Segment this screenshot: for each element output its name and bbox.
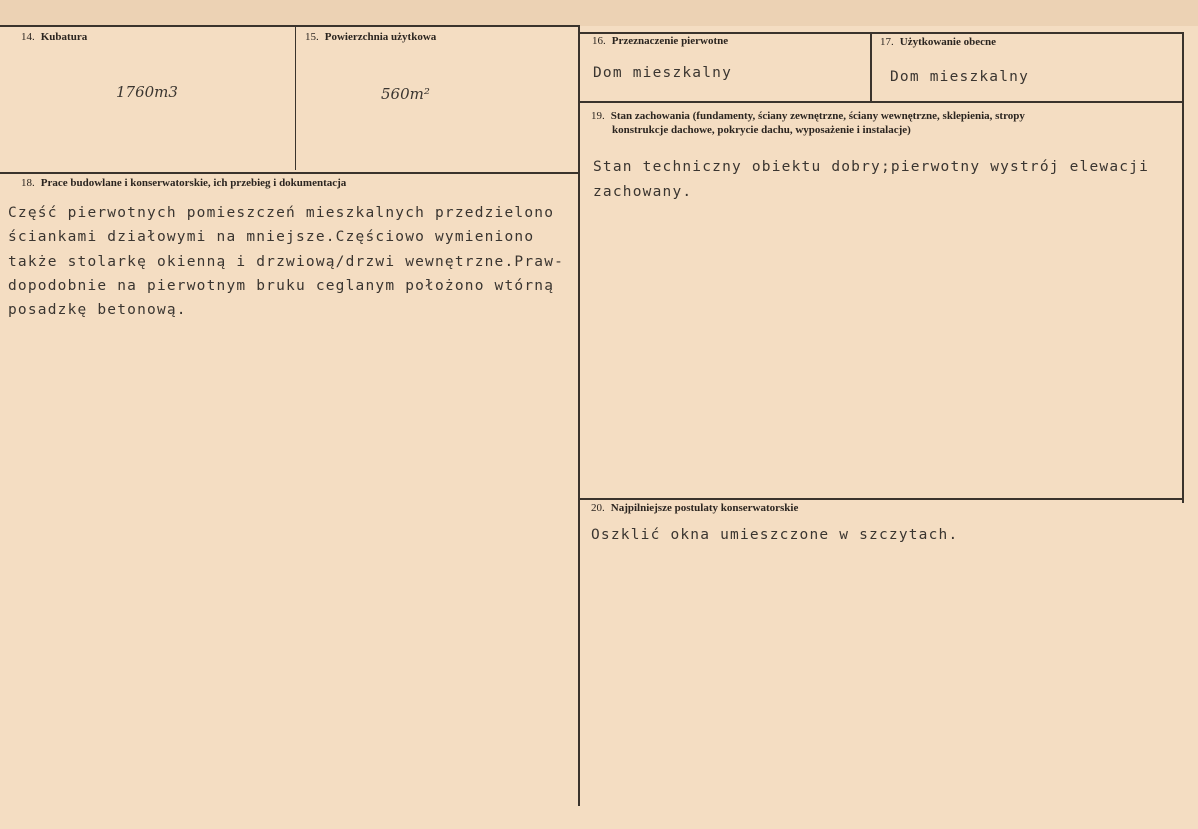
field-16-label bbox=[592, 35, 728, 47]
rule-top-left bbox=[0, 25, 580, 27]
rule-right-edge bbox=[1182, 33, 1184, 503]
rule-under-16-17 bbox=[580, 101, 1184, 103]
field-14-label bbox=[21, 31, 87, 43]
field-15-value: 560m² bbox=[381, 85, 430, 103]
field-18-title: Prace budowlane i konserwatorskie, ich przebieg i dokumentacja bbox=[40, 177, 347, 189]
field-18-label bbox=[21, 177, 346, 189]
rule-divider-14-15 bbox=[295, 26, 296, 170]
field-14-title: Kubatura bbox=[40, 31, 88, 43]
field-14-value: 1760m3 bbox=[116, 83, 178, 101]
field-17-number: 17. bbox=[880, 36, 894, 48]
field-18-line: także stolarkę okienną i drzwiową/drzwi wewnętrzne.Praw- bbox=[8, 254, 565, 270]
rule-divider-main bbox=[578, 26, 580, 806]
field-18-number: 18. bbox=[21, 177, 35, 189]
field-16-value: Dom mieszkalny bbox=[593, 65, 733, 81]
field-20-number: 20. bbox=[591, 502, 605, 514]
field-20-line: Oszklić okna umieszczone w szczytach. bbox=[591, 527, 959, 543]
rule-under-14-15 bbox=[0, 172, 580, 174]
field-15-number: 15. bbox=[305, 31, 319, 43]
field-17-title: Użytkowanie obecne bbox=[899, 36, 996, 48]
field-16-number: 16. bbox=[592, 35, 606, 47]
field-17-value: Dom mieszkalny bbox=[890, 69, 1030, 85]
field-14-number: 14. bbox=[21, 31, 35, 43]
rule-under-19 bbox=[580, 498, 1184, 500]
field-17-label bbox=[880, 36, 996, 48]
field-19-title-line1: Stan zachowania (fundamenty, ściany zewnętrzne, ściany wewnętrzne, sklepienia, stropy bbox=[610, 110, 1025, 122]
field-20-title: Najpilniejsze postulaty konserwatorskie bbox=[610, 502, 799, 514]
rule-divider-16-17 bbox=[870, 33, 872, 101]
rule-top-right bbox=[580, 32, 1184, 34]
field-18-line: ściankami działowymi na mniejsze.Częściowo wymieniono bbox=[8, 229, 535, 245]
field-16-title: Przeznaczenie pierwotne bbox=[611, 35, 729, 47]
field-18-line: posadzkę betonową. bbox=[8, 302, 187, 318]
top-band bbox=[0, 0, 1198, 26]
field-18-line: Część pierwotnych pomieszczeń mieszkalnych przedzielono bbox=[8, 205, 555, 221]
field-19-number: 19. bbox=[591, 110, 605, 122]
field-15-title: Powierzchnia użytkowa bbox=[324, 31, 437, 43]
field-19-line: Stan techniczny obiektu dobry;pierwotny wystrój elewacji bbox=[593, 159, 1150, 175]
field-19-line: zachowany. bbox=[593, 184, 693, 200]
field-20-label bbox=[591, 502, 798, 514]
field-19-label bbox=[591, 110, 1025, 122]
field-19-title-line2: konstrukcje dachowe, pokrycie dachu, wyposażenie i instalacje) bbox=[612, 124, 911, 136]
field-18-line: dopodobnie na pierwotnym bruku ceglanym położono wtórną bbox=[8, 278, 555, 294]
field-15-label bbox=[305, 31, 436, 43]
